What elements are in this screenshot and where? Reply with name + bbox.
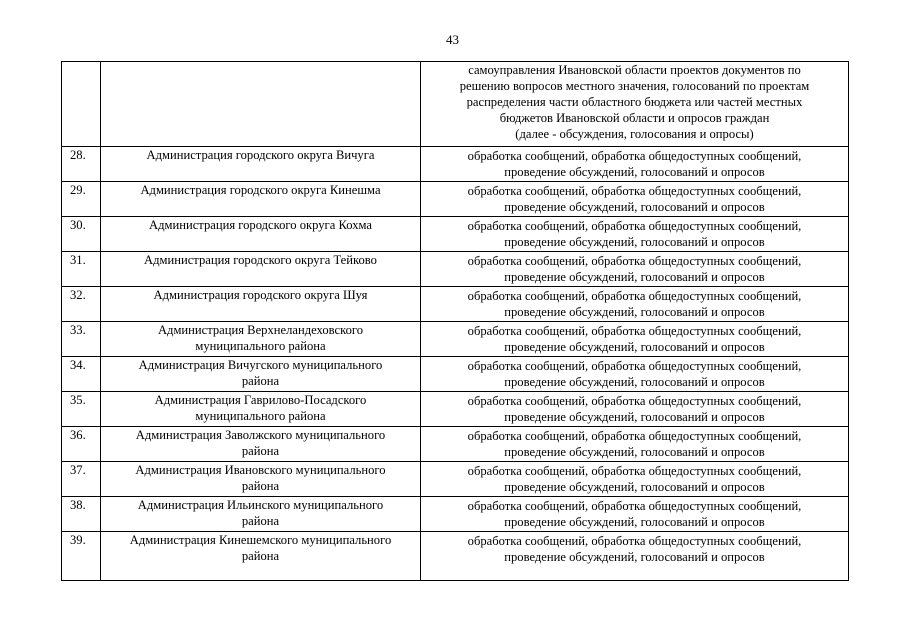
organization-line: Администрация городского округа Вичуга	[146, 148, 375, 162]
table-row	[62, 217, 849, 252]
cell-organization	[101, 287, 421, 322]
table-row	[62, 532, 849, 581]
organization-line: района	[241, 549, 280, 563]
cell-organization	[101, 497, 421, 532]
description-line: обработка сообщений, обработка общедоступных сообщений,	[467, 464, 802, 478]
description-line: проведение обсуждений, голосований и опросов	[504, 375, 765, 389]
description-line: обработка сообщений, обработка общедоступных сообщений,	[467, 219, 802, 233]
description-line: обработка сообщений, обработка общедоступных сообщений,	[467, 254, 802, 268]
continuation-line: распределения части областного бюджета или частей местных	[466, 95, 803, 109]
table-row	[62, 497, 849, 532]
cell-number: 30.	[62, 217, 101, 252]
table-row-continuation	[62, 62, 849, 147]
table-row	[62, 287, 849, 322]
table-row	[62, 462, 849, 497]
organization-line: района	[241, 374, 280, 388]
description-line: проведение обсуждений, голосований и опросов	[504, 550, 765, 564]
description-line: проведение обсуждений, голосований и опросов	[504, 340, 765, 354]
organization-line: Администрация Ильинского муниципального	[137, 498, 384, 512]
cell-description	[421, 357, 849, 392]
table-row	[62, 357, 849, 392]
table-row	[62, 252, 849, 287]
cell-number	[62, 62, 101, 147]
cell-description	[421, 392, 849, 427]
cell-organization	[101, 322, 421, 357]
organization-line: муниципального района	[195, 339, 326, 353]
cell-organization	[101, 462, 421, 497]
continuation-line: бюджетов Ивановской области и опросов граждан	[499, 111, 770, 125]
continuation-line: (далее - обсуждения, голосования и опросы)	[515, 127, 754, 141]
description-line: обработка сообщений, обработка общедоступных сообщений,	[467, 534, 802, 548]
cell-number: 38.	[62, 497, 101, 532]
description-line: обработка сообщений, обработка общедоступных сообщений,	[467, 289, 802, 303]
cell-description	[421, 427, 849, 462]
cell-description	[421, 287, 849, 322]
organization-line: Администрация городского округа Шуя	[153, 288, 368, 302]
cell-organization	[101, 217, 421, 252]
description-line: обработка сообщений, обработка общедоступных сообщений,	[467, 429, 802, 443]
cell-description	[421, 182, 849, 217]
cell-description	[421, 462, 849, 497]
cell-organization	[101, 182, 421, 217]
organization-line: Администрация Гаврилово-Посадского	[154, 393, 367, 407]
cell-number: 35.	[62, 392, 101, 427]
cell-organization	[101, 427, 421, 462]
cell-number: 29.	[62, 182, 101, 217]
table-row	[62, 147, 849, 182]
description-line: проведение обсуждений, голосований и опросов	[504, 515, 765, 529]
cell-organization	[101, 357, 421, 392]
cell-organization	[101, 392, 421, 427]
organization-line: района	[241, 479, 280, 493]
cell-number: 31.	[62, 252, 101, 287]
cell-number: 33.	[62, 322, 101, 357]
organization-line: Администрация Вичугского муниципального	[138, 358, 383, 372]
organization-line: Администрация Заволжского муниципального	[135, 428, 386, 442]
description-line: проведение обсуждений, голосований и опросов	[504, 200, 765, 214]
description-line: обработка сообщений, обработка общедоступных сообщений,	[467, 324, 802, 338]
description-line: проведение обсуждений, голосований и опросов	[504, 410, 765, 424]
cell-number: 28.	[62, 147, 101, 182]
continuation-line: решению вопросов местного значения, голосований по проектам	[459, 79, 810, 93]
description-line: проведение обсуждений, голосований и опросов	[504, 305, 765, 319]
table-row	[62, 427, 849, 462]
table-row	[62, 322, 849, 357]
description-line: обработка сообщений, обработка общедоступных сообщений,	[467, 394, 802, 408]
description-line: обработка сообщений, обработка общедоступных сообщений,	[467, 149, 802, 163]
continuation-line: самоуправления Ивановской области проектов документов по	[468, 63, 801, 77]
organizations-table	[61, 61, 849, 581]
cell-continuation-text	[421, 62, 849, 147]
table-row	[62, 182, 849, 217]
cell-description	[421, 217, 849, 252]
cell-organization	[101, 62, 421, 147]
cell-organization	[101, 252, 421, 287]
cell-description	[421, 147, 849, 182]
cell-number: 32.	[62, 287, 101, 322]
cell-number: 34.	[62, 357, 101, 392]
organization-line: района	[241, 444, 280, 458]
cell-description	[421, 532, 849, 581]
cell-number: 36.	[62, 427, 101, 462]
cell-number: 39.	[62, 532, 101, 581]
cell-description	[421, 497, 849, 532]
cell-organization	[101, 532, 421, 581]
description-line: проведение обсуждений, голосований и опросов	[504, 445, 765, 459]
organization-line: Администрация Верхнеландеховского	[157, 323, 364, 337]
organization-line: Администрация Ивановского муниципального	[135, 463, 386, 477]
description-line: обработка сообщений, обработка общедоступных сообщений,	[467, 359, 802, 373]
organization-line: Администрация Кинешемского муниципального	[129, 533, 392, 547]
organization-line: муниципального района	[195, 409, 326, 423]
cell-organization	[101, 147, 421, 182]
organization-line: Администрация городского округа Кинешма	[140, 183, 381, 197]
organization-line: района	[241, 514, 280, 528]
description-line: проведение обсуждений, голосований и опросов	[504, 480, 765, 494]
description-line: проведение обсуждений, голосований и опросов	[504, 165, 765, 179]
description-line: проведение обсуждений, голосований и опросов	[504, 235, 765, 249]
description-line: проведение обсуждений, голосований и опросов	[504, 270, 765, 284]
organization-line: Администрация городского округа Тейково	[144, 253, 377, 267]
page-number: 43	[446, 32, 459, 47]
cell-number: 37.	[62, 462, 101, 497]
organization-line: Администрация городского округа Кохма	[149, 218, 372, 232]
description-line: обработка сообщений, обработка общедоступных сообщений,	[467, 499, 802, 513]
table-body	[62, 62, 849, 581]
table-row	[62, 392, 849, 427]
cell-description	[421, 322, 849, 357]
cell-description	[421, 252, 849, 287]
description-line: обработка сообщений, обработка общедоступных сообщений,	[467, 184, 802, 198]
